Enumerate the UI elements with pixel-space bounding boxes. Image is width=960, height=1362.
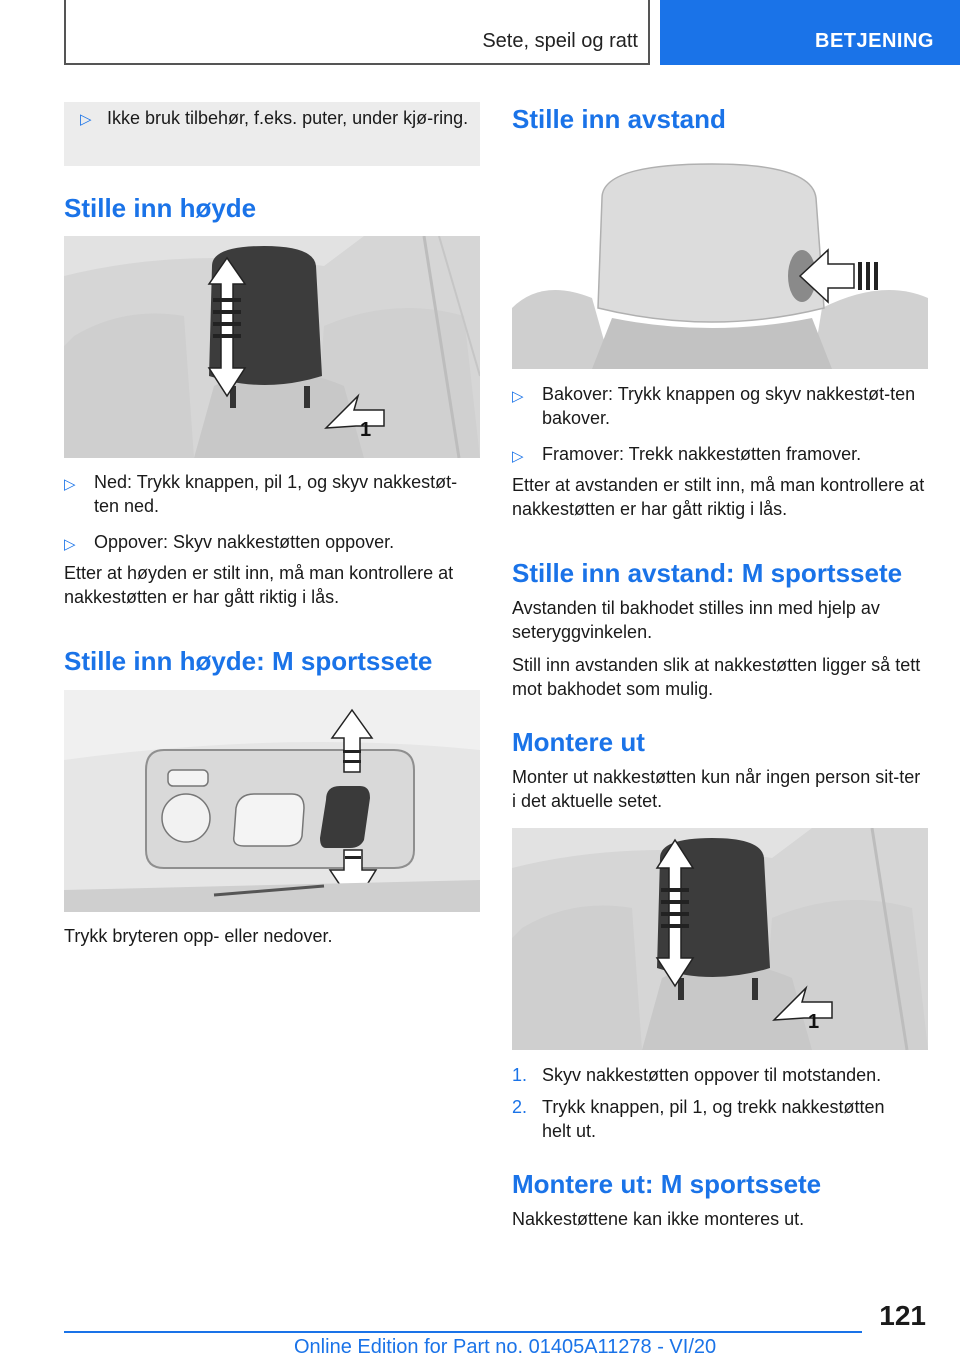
heading-remove: Montere ut	[512, 727, 645, 757]
paragraph-distance-m-sport-2: Still inn avstanden slik at nakkestøtten ligger så tett mot bakhodet som mulig.	[512, 655, 921, 699]
bullet-text: Framover: Trekk nakkestøtten framover.	[542, 444, 862, 464]
heading-adjust-distance: Stille inn avstand	[512, 104, 726, 134]
bullet-text: Bakover: Trykk knappen og skyv nakkestøt-ten bakover.	[542, 384, 916, 428]
bullet-text: Ned: Trykk knappen, pil 1, og skyv nakkestøt-ten ned.	[94, 472, 458, 516]
footer-edition: Online Edition for Part no. 01405A11278 - VI/20	[294, 1336, 717, 1358]
paragraph-remove: Monter ut nakkestøtten kun når ingen person sit-ter i det aktuelle setet.	[512, 767, 921, 811]
triangle-bullet-icon: ▷	[64, 536, 76, 553]
headrest-distance-illustration	[512, 158, 928, 369]
heading-adjust-distance-m-sport: Stille inn avstand: M sportssete	[512, 558, 903, 588]
step-text: Trykk knappen, pil 1, og trekk nakkestøtten helt ut.	[542, 1097, 885, 1141]
paragraph-distance-m-sport-1: Avstanden til bakhodet stilles inn med hjelp av seteryggvinkelen.	[512, 598, 880, 642]
caution-note	[64, 102, 480, 166]
heading-remove-m-sport: Montere ut: M sportssete	[512, 1169, 822, 1199]
bullet-text: Oppover: Skyv nakkestøtten oppover.	[94, 532, 395, 552]
page-number: 121	[879, 1300, 926, 1331]
footer-divider	[64, 1331, 862, 1333]
triangle-bullet-icon: ▷	[512, 388, 524, 405]
header-section-title: Sete, speil og ratt	[482, 30, 638, 52]
caution-note-text: Ikke bruk tilbehør, f.eks. puter, under kjø-ring.	[107, 108, 469, 128]
paragraph-height-check: Etter at høyden er stilt inn, må man kontrollere at nakkestøtten er har gått riktig i lås.	[64, 563, 454, 607]
step-text: Skyv nakkestøtten oppover til motstanden.	[542, 1065, 882, 1085]
paragraph-distance-check: Etter at avstanden er stilt inn, må man kontrollere at nakkestøtten er har gått riktig i lås.	[512, 475, 925, 519]
paragraph-switch-instruction: Trykk bryteren opp- eller nedover.	[64, 926, 333, 946]
headrest-remove-illustration	[512, 828, 928, 1050]
heading-adjust-height-m-sport: Stille inn høyde: M sportssete	[64, 646, 433, 676]
callout-label: 1	[808, 1011, 820, 1033]
heading-adjust-height: Stille inn høyde	[64, 193, 257, 223]
triangle-bullet-icon: ▷	[64, 476, 76, 493]
triangle-bullet-icon: ▷	[512, 448, 524, 465]
step-number: 1.	[512, 1065, 528, 1085]
callout-label: 1	[360, 419, 372, 441]
header-chapter-tab[interactable]: BETJENING	[660, 0, 960, 65]
paragraph-remove-m-sport: Nakkestøttene kan ikke monteres ut.	[512, 1209, 805, 1229]
m-sport-seat-switch-illustration	[64, 690, 480, 912]
step-number: 2.	[512, 1097, 528, 1117]
triangle-bullet-icon: ▷	[80, 111, 92, 128]
headrest-height-illustration	[64, 236, 480, 458]
